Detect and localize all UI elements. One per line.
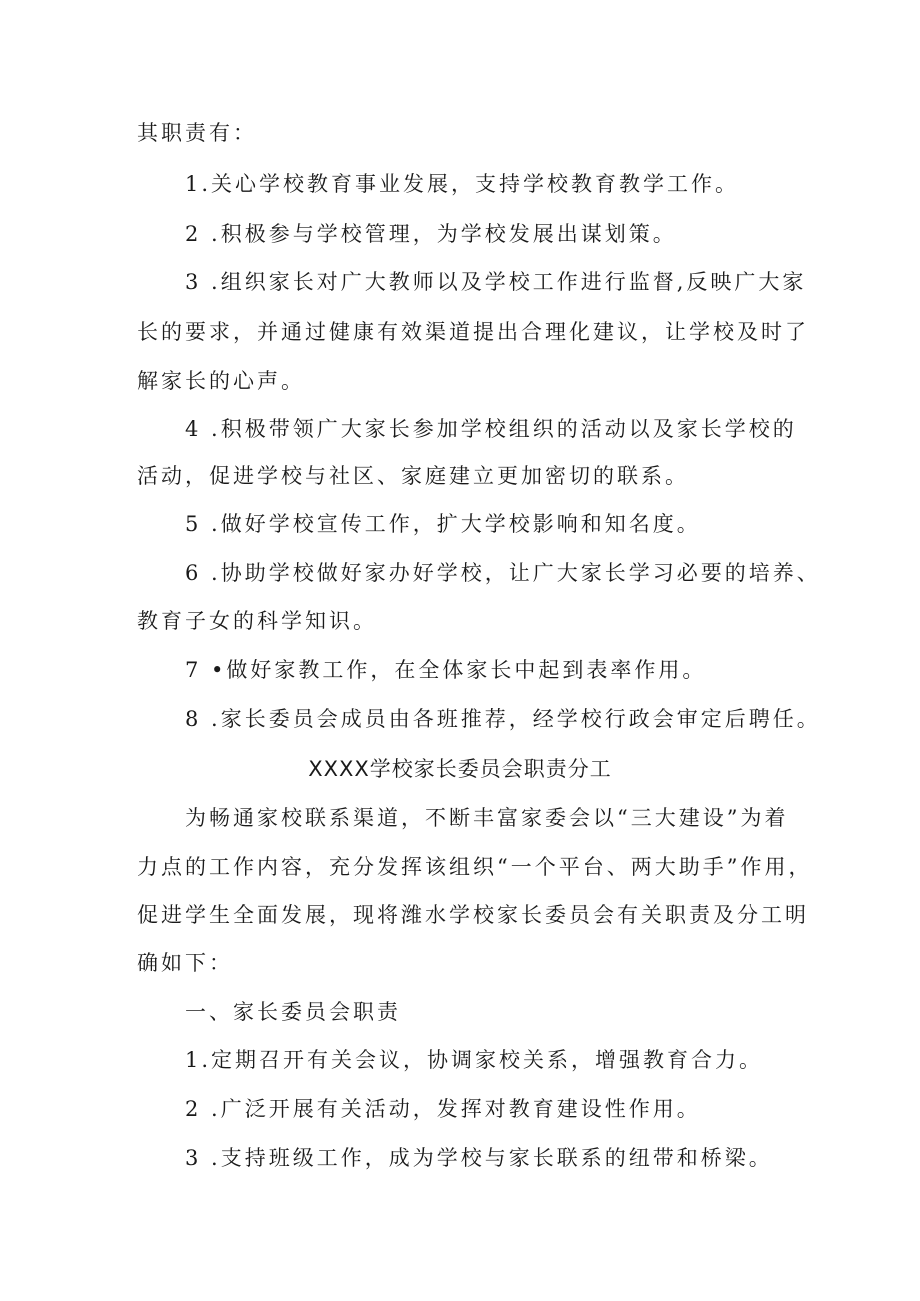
duty-item-4: 4 .积极带领广大家长参加学校组织的活动以及家长学校的 [185,417,797,441]
intro-paragraph-line-3: 促进学生全面发展，现将潍水学校家长委员会有关职责及分工明 [137,903,809,927]
intro-paragraph-line-4: 确如下： [137,951,233,975]
intro-paragraph-line-1: 为畅通家校联系渠道，不断丰富家委会以“三大建设”为着 [185,806,789,830]
committee-duty-2: 2 .广泛开展有关活动，发挥对教育建设性作用。 [185,1097,701,1121]
committee-duty-1: 1.定期召开有关会议，协调家校关系，增强教育合力。 [185,1048,764,1072]
duties-intro: 其职责有： [137,121,257,145]
subheading: 一、家长委员会职责 [185,1000,401,1024]
section-title: XXXX学校家长委员会职责分工 [308,757,612,781]
duty-item-3: 3 .组织家长对广大教师以及学校工作进行监督,反映广大家 [185,270,807,294]
duty-item-6-cont: 教育子女的科学知识。 [137,609,377,633]
duty-item-3-cont-2: 解家长的心声。 [137,369,305,393]
duty-item-4-cont: 活动，促进学校与社区、家庭建立更加密切的联系。 [137,464,689,488]
duty-item-6: 6 .协助学校做好家办好学校，让广大家长学习必要的培养、 [185,561,821,585]
duty-item-1: 1.关心学校教育事业发展，支持学校教育教学工作。 [185,172,740,196]
duty-item-5: 5 .做好学校宣传工作，扩大学校影响和知名度。 [185,512,701,536]
duty-item-2: 2 .积极参与学校管理，为学校发展出谋划策。 [185,222,677,246]
duty-item-7: 7 •做好家教工作，在全体家长中起到表率作用。 [185,658,707,682]
intro-paragraph-line-2: 力点的工作内容，充分发挥该组织“一个平台、两大助手”作用， [137,855,813,879]
duty-item-8: 8 .家长委员会成员由各班推荐，经学校行政会审定后聘任。 [185,707,821,731]
duty-item-3-cont-1: 长的要求，并通过健康有效渠道提出合理化建议，让学校及时了 [137,320,809,344]
committee-duty-3: 3 .支持班级工作，成为学校与家长联系的纽带和桥梁。 [185,1146,773,1170]
